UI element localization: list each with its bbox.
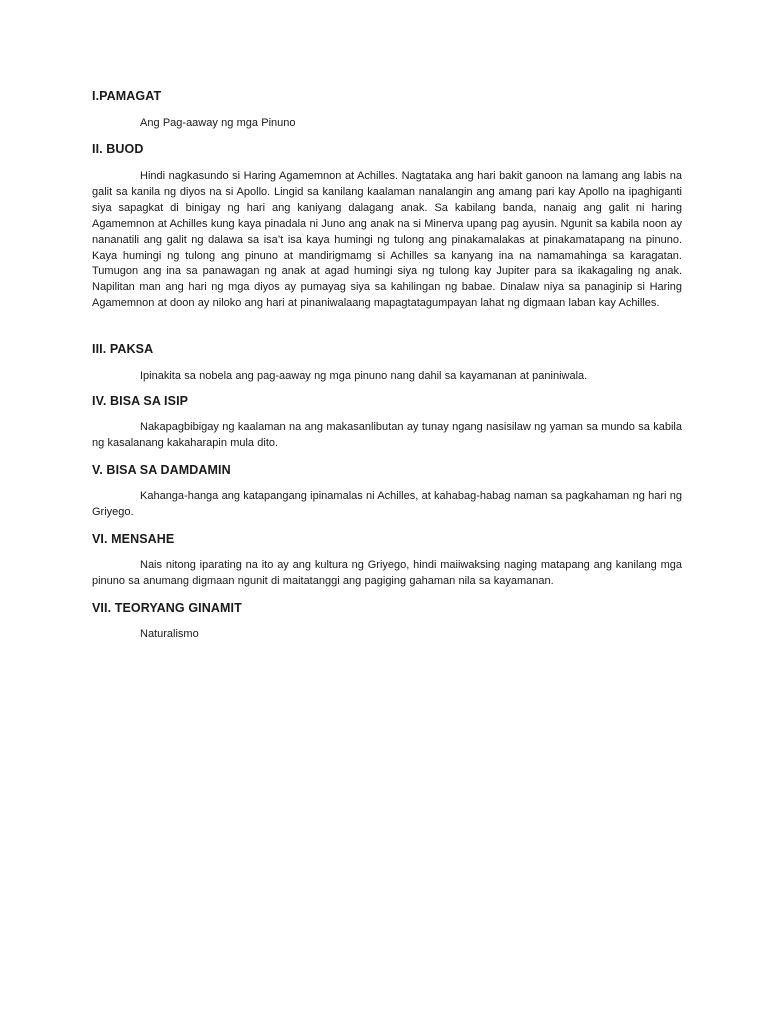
section-buod xyxy=(92,141,682,312)
section-bisa-sa-isip xyxy=(92,393,682,452)
section-mensahe xyxy=(92,531,682,590)
section-heading: V. BISA SA DAMDAMIN xyxy=(92,463,231,477)
section-body: Kahanga-hanga ang katapangang ipinamalas ni Achilles, at kahabag-habag naman sa pagkahaman ng hari ng Griyego. xyxy=(92,490,682,518)
section-heading: IV. BISA SA ISIP xyxy=(92,394,189,408)
section-body: Nais nitong iparating na ito ay ang kultura ng Griyego, hindi maiiwaksing naging matapang ang kanilang mga pinuno sa anumang digmaan ngunit di maitatanggi ang pagiging gahaman nila sa kayamanan. xyxy=(92,559,682,587)
section-body: Naturalismo xyxy=(140,628,199,640)
section-body: Nakapagbibigay ng kaalaman na ang makasanlibutan ay tunay ngang nasisilaw ng yaman sa mundo sa kabila ng kasalanang kakaharapin mula dito. xyxy=(92,421,682,449)
section-body: Ipinakita sa nobela ang pag-aaway ng mga pinuno nang dahil sa kayamanan at paniniwala. xyxy=(140,370,588,382)
section-teoryang-ginamit xyxy=(92,600,682,643)
section-body: Hindi nagkasundo si Haring Agamemnon at Achilles. Nagtataka ang hari bakit ganoon na lamang ang labis na galit sa kanila ng diyos na si Apollo. Lingid sa kanilang kaalaman nanalangin ang amang pari kay Apollo na ipaghiganti siya sapagkat di binigay ng hari ang kaniyang dalagang anak. Sa kabilang banda, nanaig ang galit ni haring Agamemnon at Achilles kung kaya pinadala ni Juno ang anak na si Minerva upang pag ayusin. Ngunit sa kabila noon ay nananatili ang galit ng dalawa sa isa’t isa kaya humingi ng tulong ang pinakamalakas at pinakamatapang na pinuno. Kaya humingi ng tulong ang pinuno at mandirigmamg si Achilles sa kanyang ina na namamahinga sa karagatan. Tumugon ang ina sa panawagan ng anak at agad humingi siya ng tulong kay Jupiter para sa ikakagaling ng anak. Napilitan man ang hari ng mga diyos ay pumayag siya sa kahilingan ng babae. Dinalaw niya sa panaginip si Haring Agamemnon at doon ay niloko ang hari at pinaniwalaang mapagtatagumpayan lahat ng digmaan laban kay Achilles. xyxy=(92,170,682,310)
section-heading: II. BUOD xyxy=(92,142,144,156)
section-pamagat xyxy=(92,88,682,132)
section-heading: I.PAMAGAT xyxy=(92,89,162,103)
section-heading: VI. MENSAHE xyxy=(92,532,175,546)
section-bisa-sa-damdamin xyxy=(92,462,682,521)
section-paksa xyxy=(92,341,682,385)
section-body: Ang Pag-aaway ng mga Pinuno xyxy=(140,117,296,129)
section-heading: III. PAKSA xyxy=(92,342,154,356)
section-heading: VII. TEORYANG GINAMIT xyxy=(92,601,242,615)
